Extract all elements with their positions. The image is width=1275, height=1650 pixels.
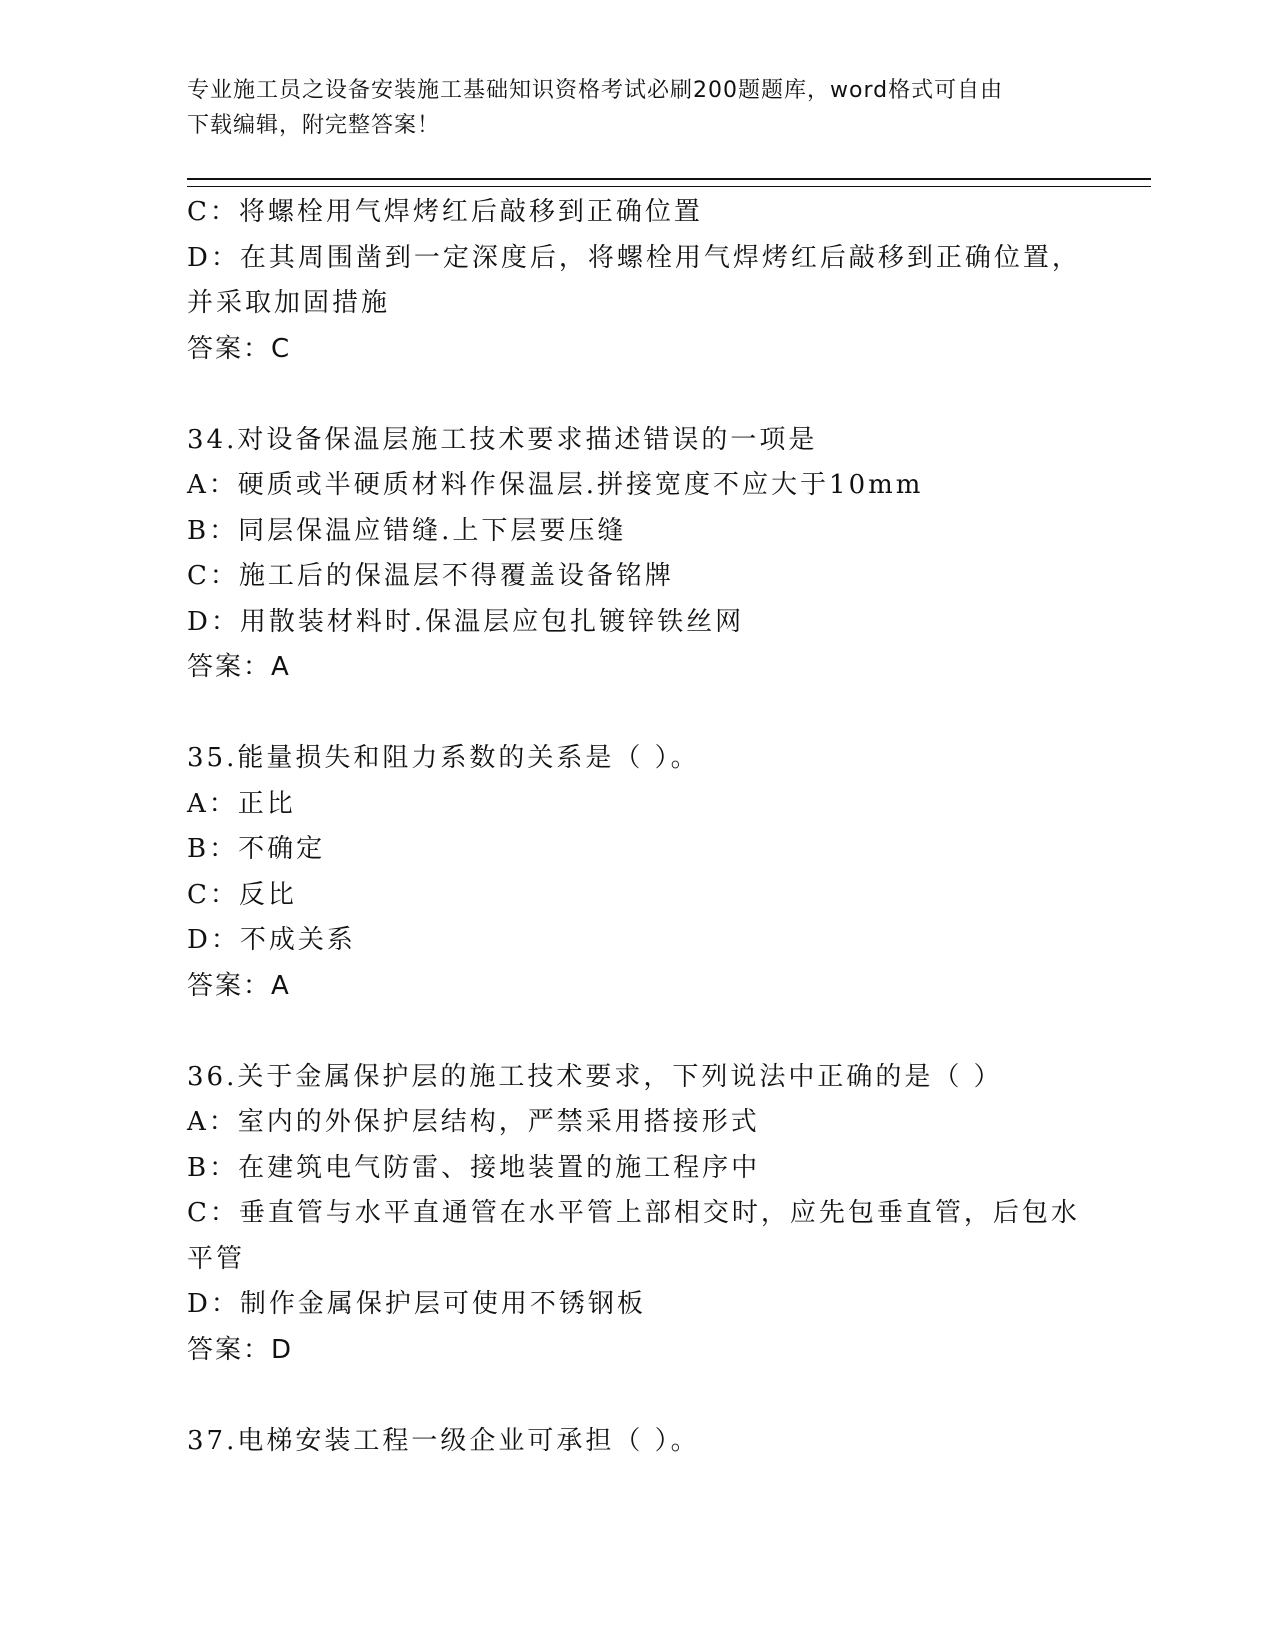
option-d-continued: 并采取加固措施 [187, 288, 391, 318]
option-a: A：室内的外保护层结构，严禁采用搭接形式 [187, 1107, 760, 1137]
header-divider [187, 178, 1151, 187]
answer: 答案：A [187, 970, 291, 1001]
header-line-2: 下载编辑，附完整答案！ [187, 113, 441, 138]
question-stem: 37.电梯安装工程一级企业可承担（ ）。 [187, 1425, 700, 1456]
question-list [187, 190, 1151, 1464]
option-c: C：施工后的保温层不得覆盖设备铭牌 [187, 561, 674, 591]
answer: 答案：C [187, 333, 292, 364]
option-b: B：在建筑电气防雷、接地装置的施工程序中 [187, 1152, 761, 1183]
question-stem: 34.对设备保温层施工技术要求描述错误的一项是 [187, 424, 818, 455]
document-header [187, 73, 1067, 143]
option-c-continued: 平管 [187, 1243, 246, 1274]
question-block-36 [187, 1055, 1151, 1374]
answer: 答案：D [187, 1334, 294, 1365]
question-block-35 [187, 736, 1151, 1009]
option-a: A：正比 [187, 788, 296, 819]
spacer [187, 1009, 1151, 1055]
option-c: C：将螺栓用气焊烤红后敲移到正确位置 [187, 197, 703, 227]
spacer [187, 1373, 1151, 1419]
question-stem: 35.能量损失和阻力系数的关系是（ ）。 [187, 743, 700, 773]
option-d: D：制作金属保护层可使用不锈钢板 [187, 1289, 646, 1319]
option-a: A：硬质或半硬质材料作保温层.拼接宽度不应大于10mm [187, 470, 924, 500]
question-block-34 [187, 418, 1151, 691]
option-d: D：在其周围凿到一定深度后，将螺栓用气焊烤红后敲移到正确位置， [187, 242, 1081, 273]
question-block-37 [187, 1419, 1151, 1465]
answer: 答案：A [187, 652, 291, 682]
option-d: D：不成关系 [187, 925, 356, 955]
question-block-33 [187, 190, 1151, 372]
spacer [187, 691, 1151, 737]
header-line-1: 专业施工员之设备安装施工基础知识资格考试必刷200题题库，word格式可自由 [187, 78, 1004, 103]
option-b: B：同层保温应错缝.上下层要压缝 [187, 515, 627, 546]
question-stem: 36.关于金属保护层的施工技术要求，下列说法中正确的是（ ） [187, 1061, 1003, 1092]
option-d: D：用散装材料时.保温层应包扎镀锌铁丝网 [187, 606, 745, 637]
spacer [187, 372, 1151, 418]
option-c: C：反比 [187, 879, 297, 910]
option-c: C：垂直管与水平直通管在水平管上部相交时，应先包垂直管，后包水 [187, 1198, 1080, 1228]
option-b: B：不确定 [187, 834, 326, 864]
